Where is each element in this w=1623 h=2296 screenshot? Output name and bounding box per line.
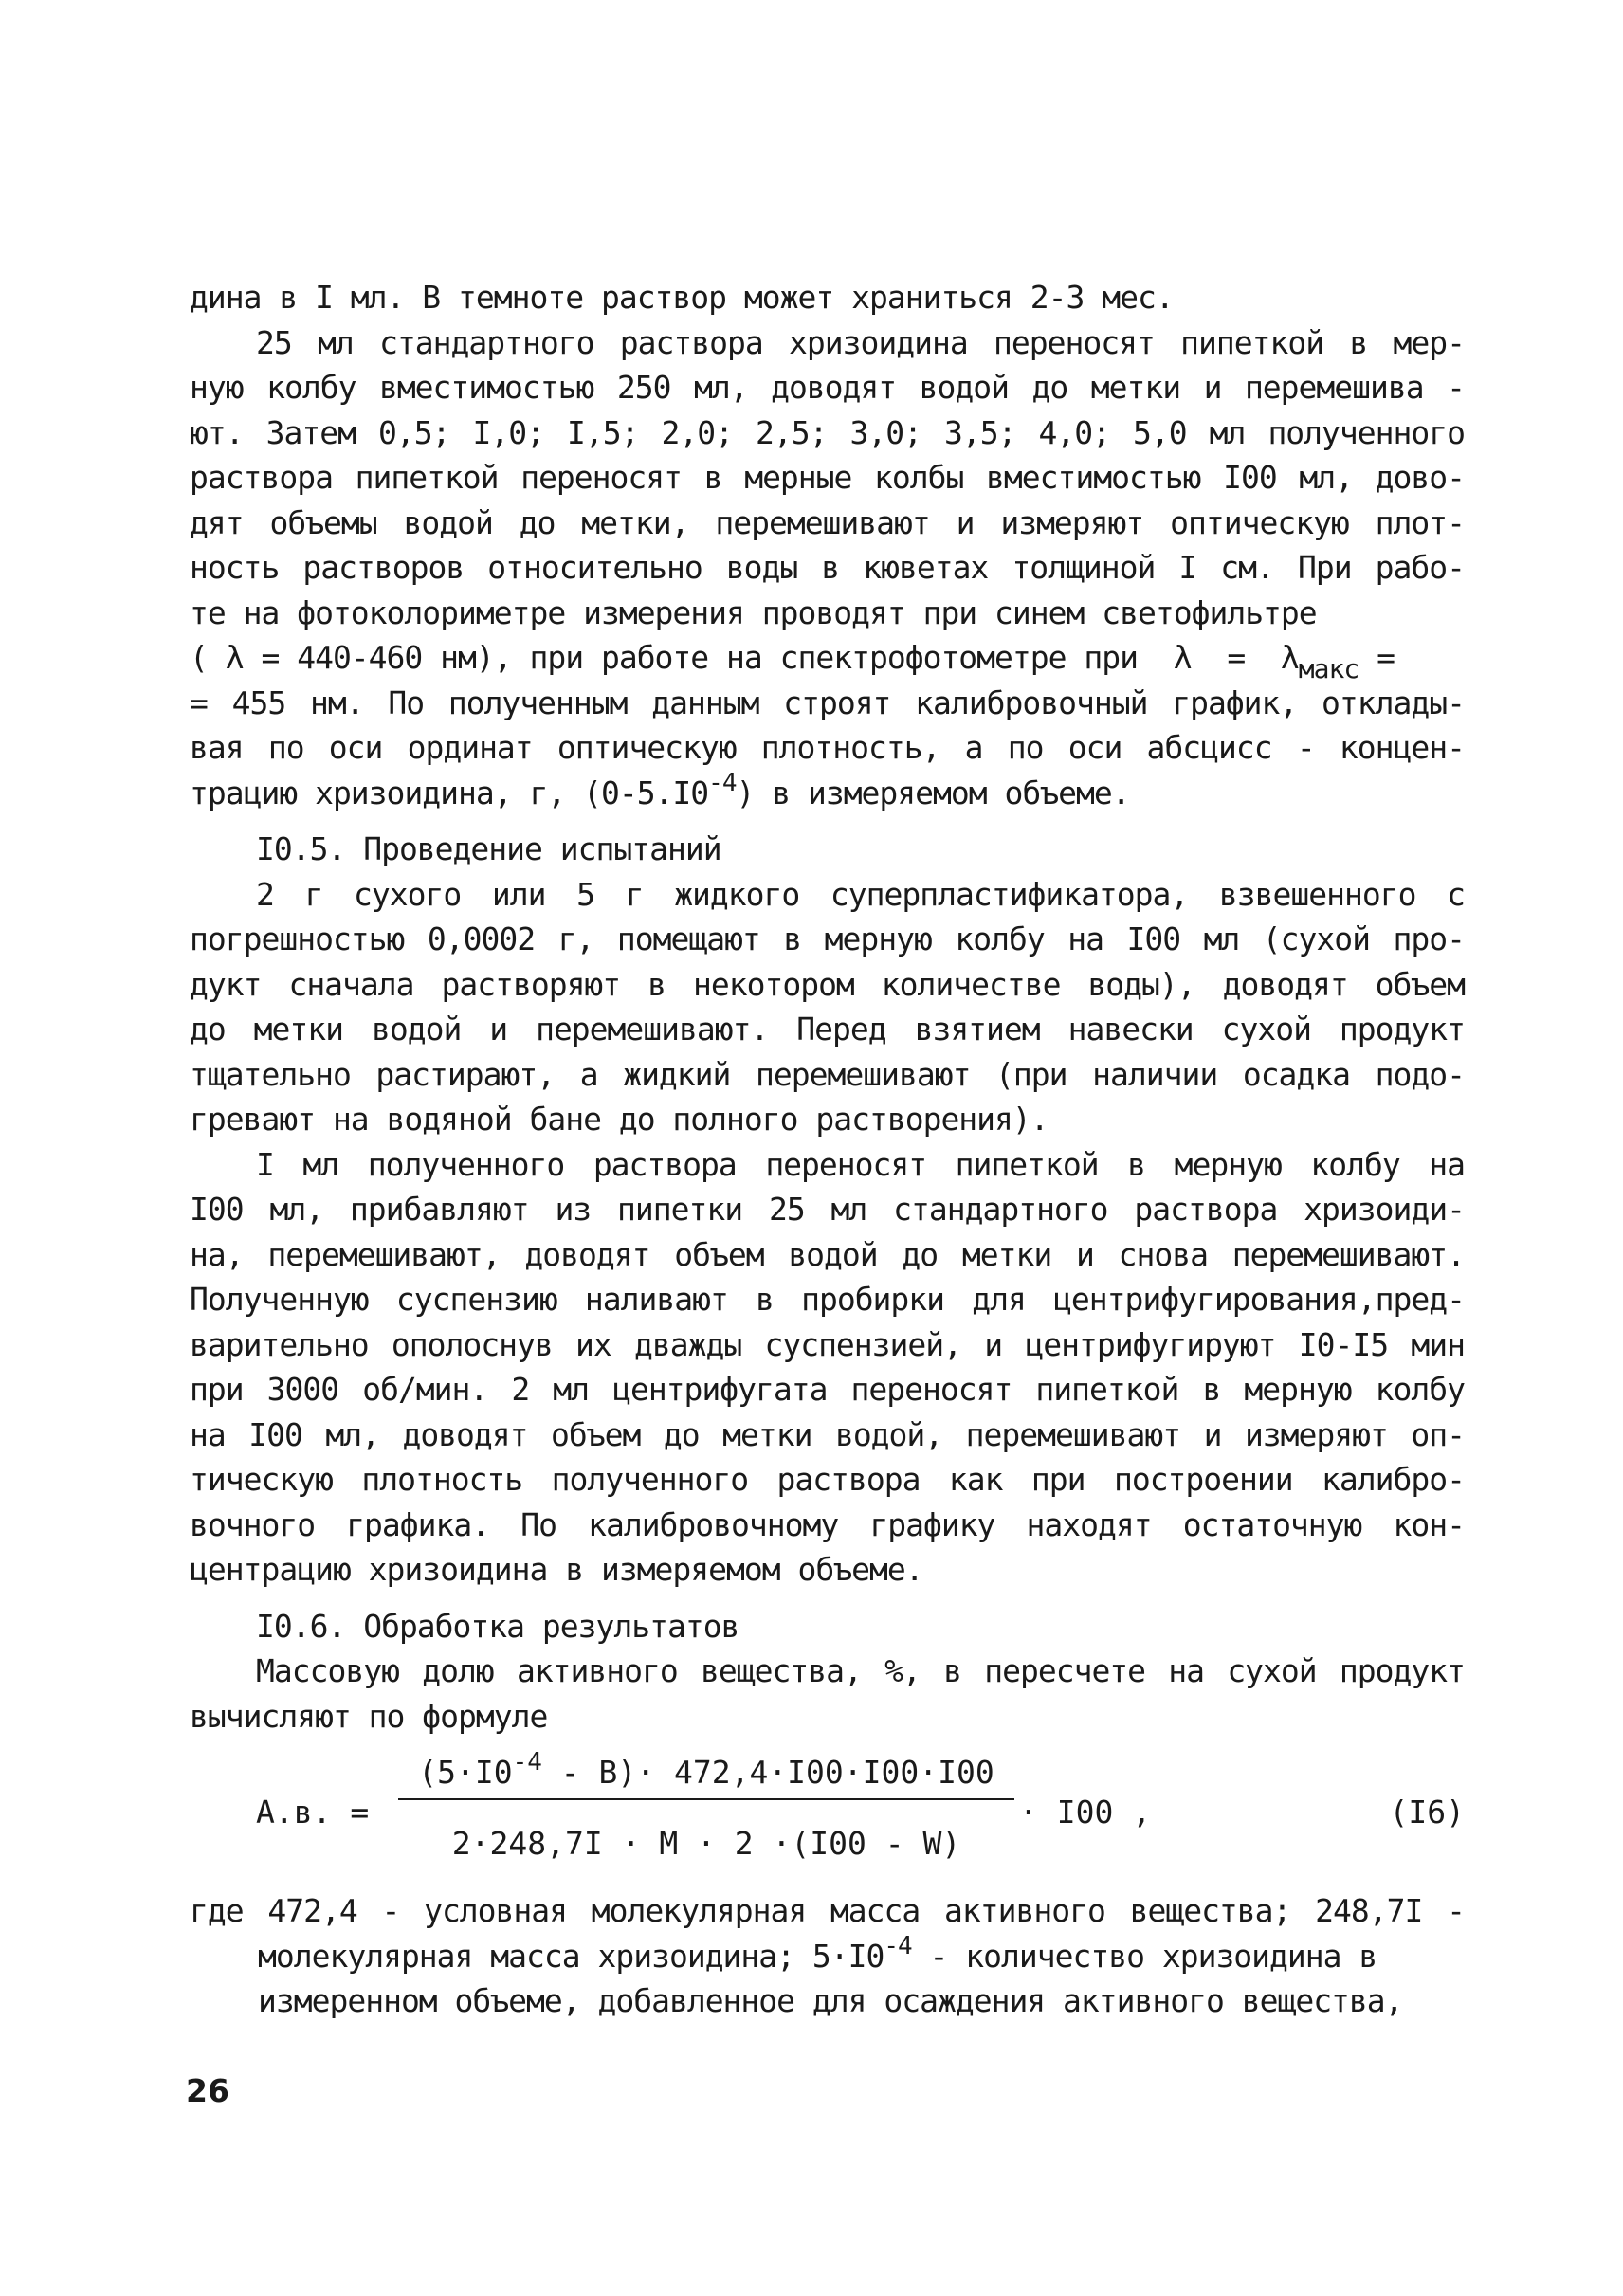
- text-line: где 472,4 - условная молекулярная масса активного вещества; 248,7I -: [190, 1892, 1465, 1929]
- text-line: при 3000 об/мин. 2 мл центрифугата переносят пипеткой в мерную колбу: [190, 1371, 1465, 1408]
- text-line: погрешностью 0,0002 г, помещают в мерную колбу на I00 мл (сухой про-: [190, 920, 1465, 957]
- lambda-max-subscript: макс: [1298, 653, 1359, 684]
- formula-legend: [190, 1888, 1465, 2024]
- text-line: = 455 нм. По полученным данным строят калибровочный график, отклады-: [190, 683, 1465, 721]
- text-line: на I00 мл, доводят объем до метки водой, перемешивают и измеряют оп-: [190, 1415, 1465, 1453]
- text-line: ют. Затем 0,5; I,0; I,5; 2,0; 2,5; 3,0; 3,5; 4,0; 5,0 мл полученного: [190, 413, 1465, 451]
- text-line: ную колбу вместимостью 250 мл, доводят водой до метки и перемешива -: [190, 369, 1465, 406]
- concentration-line: трацию хризоидина, г, $(0-5.I0^{-4})$ в измеряемом объеме.: [190, 768, 1130, 811]
- text-line: Полученную суспензию наливают в пробирки для центрифугирования,пред-: [190, 1281, 1465, 1318]
- formula-16: [256, 1748, 1465, 1877]
- text-line: гревают на водяной бане до полного растворения).: [190, 1101, 1049, 1138]
- text-line: Массовую долю активного вещества, %, в пересчете на сухой продукт: [256, 1652, 1465, 1689]
- formula-numerator: $(5\cdot I0^{-4} - B)\cdot 472,4\cdot I00\cdot I00\cdot I00$: [418, 1748, 994, 1791]
- formula-multiplier: · I00 ,: [1019, 1794, 1152, 1831]
- text-line: 25 мл стандартного раствора хризоидина переносят пипеткой в мер-: [256, 323, 1465, 361]
- formula-number: (I6): [1389, 1794, 1465, 1831]
- fraction-bar: [398, 1798, 1014, 1800]
- text-line: варительно ополоснув их дважды суспензией, и центрифугируют I0-I5 мин: [190, 1325, 1465, 1363]
- page-number: 26: [186, 2072, 229, 2109]
- section-heading-10-5: I0.5. Проведение испытаний: [256, 830, 721, 867]
- text-line: дукт сначала растворяют в некотором количестве воды), доводят объем: [190, 965, 1465, 1003]
- exponent: -4: [708, 768, 737, 797]
- formula-denominator: 2·248,7I · M · 2 ·(I00 - W): [451, 1825, 961, 1862]
- text-line: те на фотоколориметре измерения проводят при синем светофильтре: [190, 593, 1317, 631]
- text-line: I мл полученного раствора переносят пипеткой в мерную колбу на: [256, 1145, 1465, 1183]
- text-line: ность растворов относительно воды в кюветах толщиной I см. При рабо-: [190, 549, 1465, 586]
- exponent: -4: [512, 1748, 542, 1777]
- text-line: до метки водой и перемешивают. Перед взятием навески сухой продукт: [190, 1011, 1465, 1048]
- text-line: центрацию хризоидина в измеряемом объеме.: [190, 1551, 923, 1588]
- text-line: дят объемы водой до метки, перемешивают и измеряют оптическую плот-: [190, 503, 1465, 541]
- text-line: вычисляют по формуле: [190, 1697, 548, 1735]
- text-line: тическую плотность полученного раствора как при построении калибро-: [190, 1461, 1465, 1498]
- formula-lhs: А.в. =: [256, 1794, 370, 1831]
- section-heading-10-6: I0.6. Обработка результатов: [256, 1607, 739, 1645]
- text-line: измеренном объеме, добавленное для осаждения активного вещества,: [258, 1982, 1403, 2019]
- text-line: на, перемешивают, доводят объем водой до метки и снова перемешивают.: [190, 1235, 1465, 1273]
- text-line: 2 г сухого или 5 г жидкого суперпластификатора, взвешенного с: [256, 875, 1465, 913]
- text-line: вочного графика. По калибровочному графику находят остаточную кон-: [190, 1505, 1465, 1543]
- text-line: раствора пипеткой переносят в мерные колбы вместимостью I00 мл, дово-: [190, 459, 1465, 496]
- text-line: вая по оси ординат оптическую плотность, а по оси абсцисс - концен-: [190, 729, 1465, 766]
- text-line: I00 мл, прибавляют из пипетки 25 мл стандартного раствора хризоиди-: [190, 1191, 1465, 1228]
- text-line: молекулярная масса хризоидина; $5\cdot I0^{-4}$ - количество хризоидина в: [258, 1931, 1377, 1975]
- body-text: [190, 275, 1465, 1739]
- text-line: тщательно растирают, а жидкий перемешивают (при наличии осадка подо-: [190, 1055, 1465, 1093]
- lambda-line: ( λ = 440-460 нм), при работе на спектрофотометре при $\lambda = \lambda_{макс}$ =: [190, 639, 1395, 684]
- exponent: -4: [884, 1931, 912, 1960]
- text-line: дина в I мл. В темноте раствор может храниться 2-3 мес.: [190, 279, 1174, 316]
